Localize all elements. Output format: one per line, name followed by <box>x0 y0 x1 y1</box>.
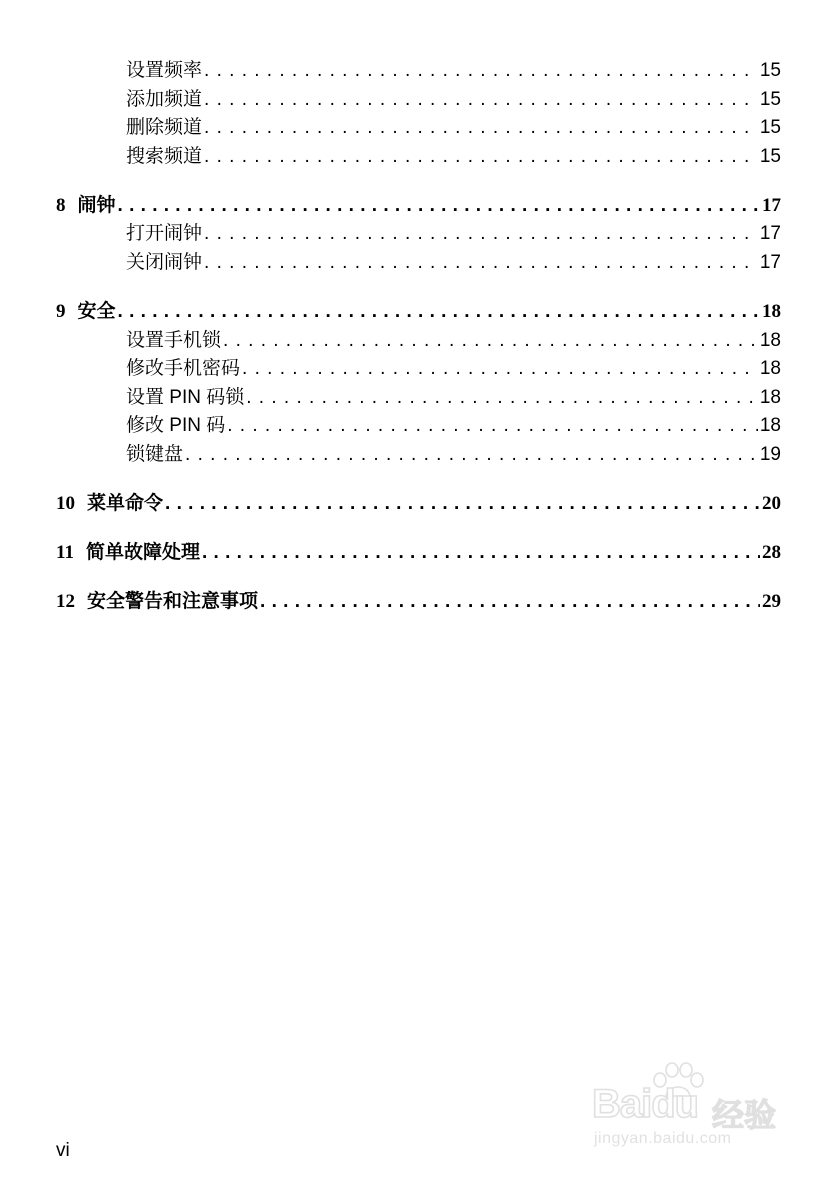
toc-section-entry[interactable] <box>56 114 781 143</box>
dot-leader <box>246 384 758 413</box>
toc-section-entry[interactable] <box>56 57 781 86</box>
toc-page-number: 15 <box>759 88 781 110</box>
dot-leader <box>204 143 758 172</box>
toc-entry-title: 修改手机密码 <box>126 358 241 380</box>
toc-page-number: 18 <box>759 329 781 351</box>
toc-section-entry[interactable] <box>56 384 781 413</box>
dot-leader <box>204 220 758 249</box>
dot-leader <box>202 539 760 568</box>
page-number: vi <box>56 1140 70 1161</box>
toc-entry-title: 关闭闹钟 <box>126 251 203 273</box>
toc-entry-title: 修改 PIN 码 <box>126 415 226 437</box>
toc-page-number: 20 <box>762 492 781 514</box>
toc-page-number: 17 <box>759 223 781 245</box>
toc-entry-title: 搜索频道 <box>126 145 203 167</box>
toc-page-number: 17 <box>762 194 781 216</box>
dot-leader <box>118 192 760 221</box>
toc-section-entry[interactable] <box>56 220 781 249</box>
toc-chapter-entry[interactable] <box>56 490 781 519</box>
toc-page-number: 29 <box>762 590 781 612</box>
toc-section-entry[interactable] <box>56 412 781 441</box>
watermark-brand: Baidu <box>592 1082 699 1126</box>
dot-leader <box>204 57 758 86</box>
toc-section-entry[interactable] <box>56 355 781 384</box>
toc-page-number: 15 <box>759 60 781 81</box>
dot-leader <box>204 114 758 143</box>
toc-chapter-entry[interactable] <box>56 192 781 221</box>
toc-entry-title: 添加频道 <box>126 88 203 110</box>
dot-leader <box>242 355 758 384</box>
toc-entry-title: 安全 <box>77 300 116 322</box>
toc-chapter-number: 10 <box>56 492 75 514</box>
toc-chapter-number: 9 <box>56 300 66 322</box>
toc-chapter-number: 8 <box>56 194 66 216</box>
toc-entry-title: 打开闹钟 <box>126 223 203 245</box>
toc-entry-title: 安全警告和注意事项 <box>87 590 259 612</box>
toc-page-number: 17 <box>759 251 781 273</box>
toc-page-number: 15 <box>759 117 781 139</box>
toc-entry-title: 设置 PIN 码锁 <box>126 386 245 408</box>
dot-leader <box>204 86 758 115</box>
toc-chapter-entry[interactable] <box>56 588 781 617</box>
toc-page-number: 28 <box>762 541 781 563</box>
toc-section-entry[interactable] <box>56 143 781 172</box>
toc-entry-title: 闹钟 <box>77 194 116 216</box>
toc-page-number: 19 <box>759 443 781 465</box>
table-of-contents <box>56 57 781 616</box>
toc-page-number: 15 <box>759 145 781 167</box>
toc-page-number: 18 <box>759 358 781 380</box>
toc-section-entry[interactable] <box>56 327 781 356</box>
toc-entry-title: 简单故障处理 <box>85 541 200 563</box>
watermark-url: jingyan.baidu.com <box>594 1130 732 1147</box>
toc-entry-title: 设置手机锁 <box>126 329 222 351</box>
dot-leader <box>165 490 760 519</box>
toc-chapter-entry[interactable] <box>56 539 781 568</box>
dot-leader <box>185 441 758 470</box>
dot-leader <box>118 298 760 327</box>
toc-section-entry[interactable] <box>56 249 781 278</box>
toc-page-number: 18 <box>759 386 781 408</box>
baidu-jingyan-watermark <box>592 1060 792 1160</box>
toc-chapter-number: 11 <box>56 541 74 563</box>
toc-section-entry[interactable] <box>56 441 781 470</box>
toc-section-entry[interactable] <box>56 86 781 115</box>
toc-page-number: 18 <box>759 415 781 437</box>
toc-chapter-number: 12 <box>56 590 75 612</box>
dot-leader <box>204 249 758 278</box>
toc-entry-title: 菜单命令 <box>87 492 164 514</box>
dot-leader <box>260 588 760 617</box>
toc-chapter-entry[interactable] <box>56 298 781 327</box>
toc-entry-title: 设置频率 <box>126 60 203 81</box>
toc-entry-title: 删除频道 <box>126 117 203 139</box>
watermark-brand-cn: 经验 <box>712 1097 777 1133</box>
toc-page-number: 18 <box>762 300 781 322</box>
toc-entry-title: 锁键盘 <box>126 443 184 465</box>
dot-leader <box>227 412 758 441</box>
dot-leader <box>223 327 758 356</box>
